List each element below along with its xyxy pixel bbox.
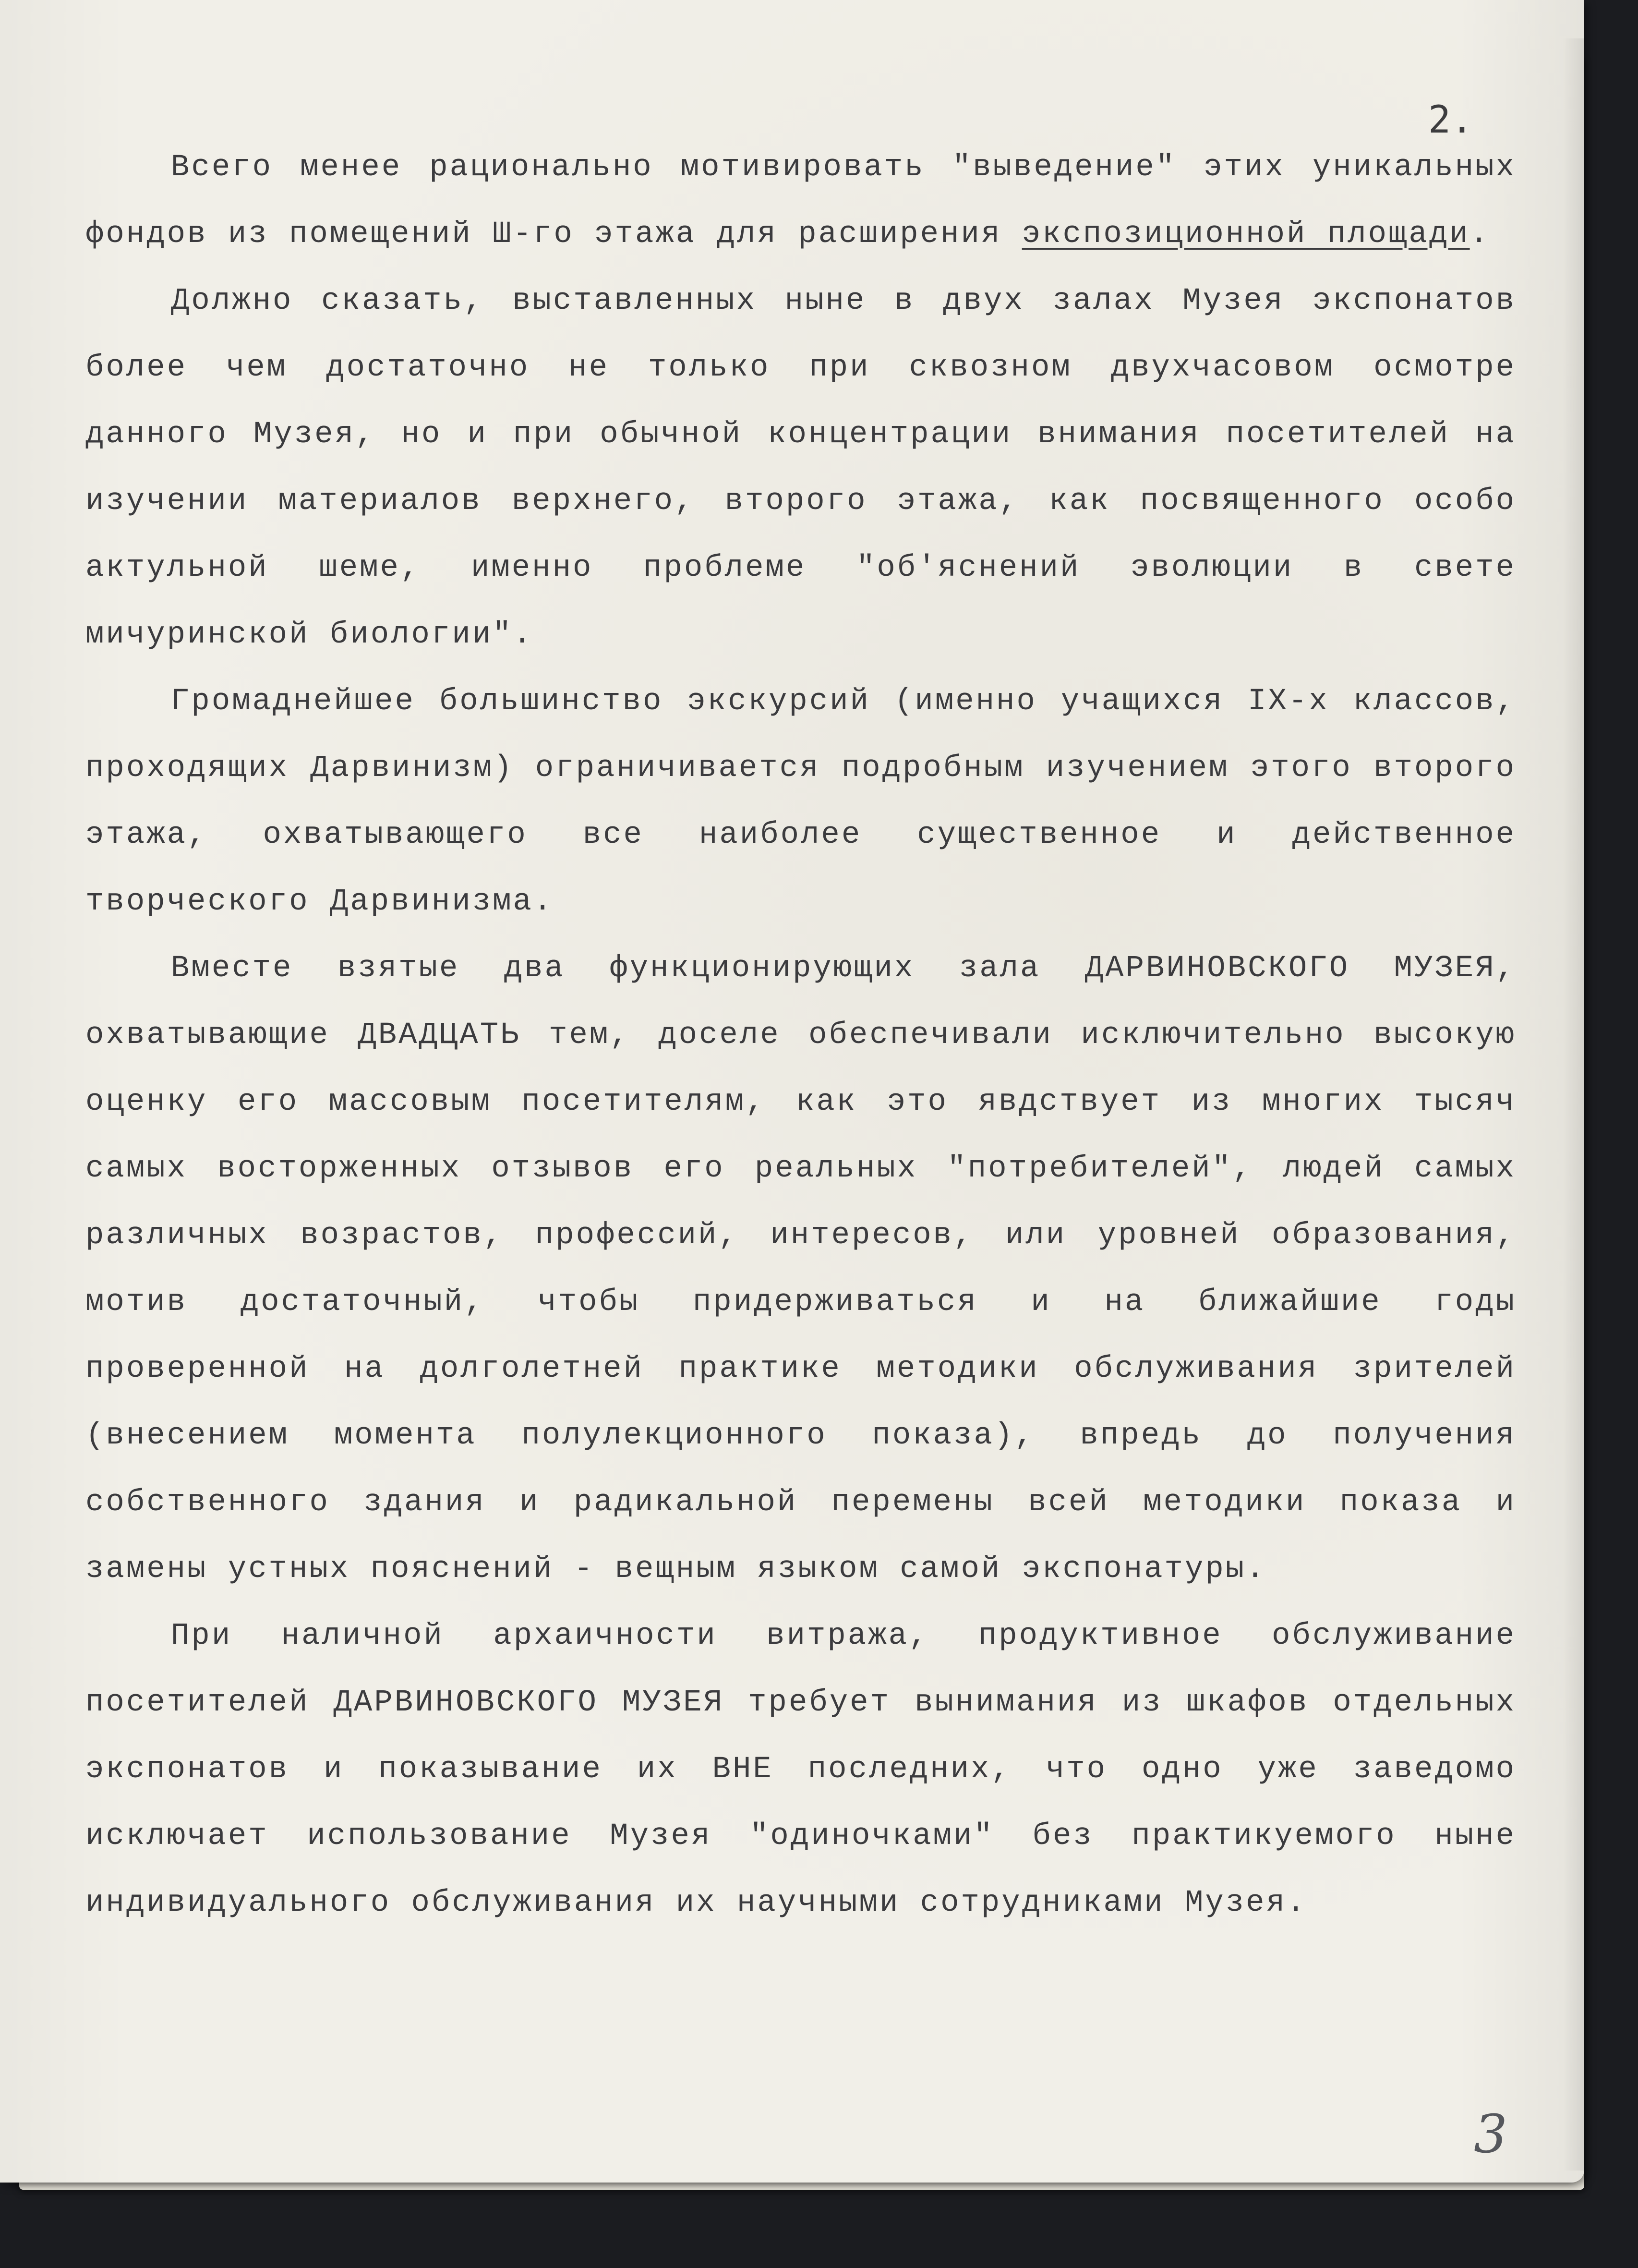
- paragraph-2: Должно сказать, выставленных ныне в двух залах Музея экспонатов более чем достаточно не только при сквозном двухчасовом осмотре данного Музея, но и при обычной концентрации внимания посетителей на изучении материалов верхнего, второго этажа, как посвященного особо актульной шеме, именно проблеме "об'яснений эволюции в свете мичуринской биологии".: [85, 284, 1516, 652]
- paragraph-1-text: Всего менее рационально мотивировать "выведение" этих уникальных фондов из помещений Ш-го этажа для расширения: [85, 150, 1516, 252]
- underlined-phrase: экспозиционной площади: [1022, 217, 1470, 252]
- page-edge-shadow: [1563, 38, 1584, 2171]
- page-number: 2.: [1428, 98, 1473, 142]
- body-text: [85, 134, 1516, 1937]
- paragraph-4: Вместе взятые два функционирующих зала ДАРВИНОВСКОГО МУЗЕЯ, охватывающие ДВАДЦАТЬ тем, доселе обеспечивали исключительно высокую оценку его массовым посетителям, как это явдствует из многих тысяч самых восторженных отзывов его реальных "потребителей", людей самых различных возрастов, профессий, интересов, или уровней образования, мотив достаточный, чтобы придерживаться и на ближайшие годы проверенной на долголетней практике методики обслуживания зрителей (внесением момента полулекционного показа), впредь до получения собственного здания и радикальной перемены всей методики показа и замены устных пояснений - вещным языком самой экспонатуры.: [85, 951, 1516, 1587]
- paragraph-5: При наличной архаичности витража, продуктивное обслуживание посетителей ДАРВИНОВСКОГО МУЗЕЯ требует вынимания из шкафов отдельных экспонатов и показывание их ВНЕ последних, что одно уже заведомо исключает использование Музея "одиночками" без практикуемого ныне индивидуального обслуживания их научными сотрудниками Музея.: [85, 1619, 1516, 1920]
- paragraph-1-end: .: [1469, 217, 1491, 252]
- paragraph-1: [85, 134, 1516, 268]
- handwritten-folio-number: 3: [1474, 2103, 1507, 2165]
- paragraph-3: Громаднейшее большинство экскурсий (именно учащихся IX-х классов, проходящих Дарвинизм) ограничивается подробным изучением этого второго этажа, охватывающего все наиболее существенное и действенное творческого Дарвинизма.: [85, 684, 1516, 919]
